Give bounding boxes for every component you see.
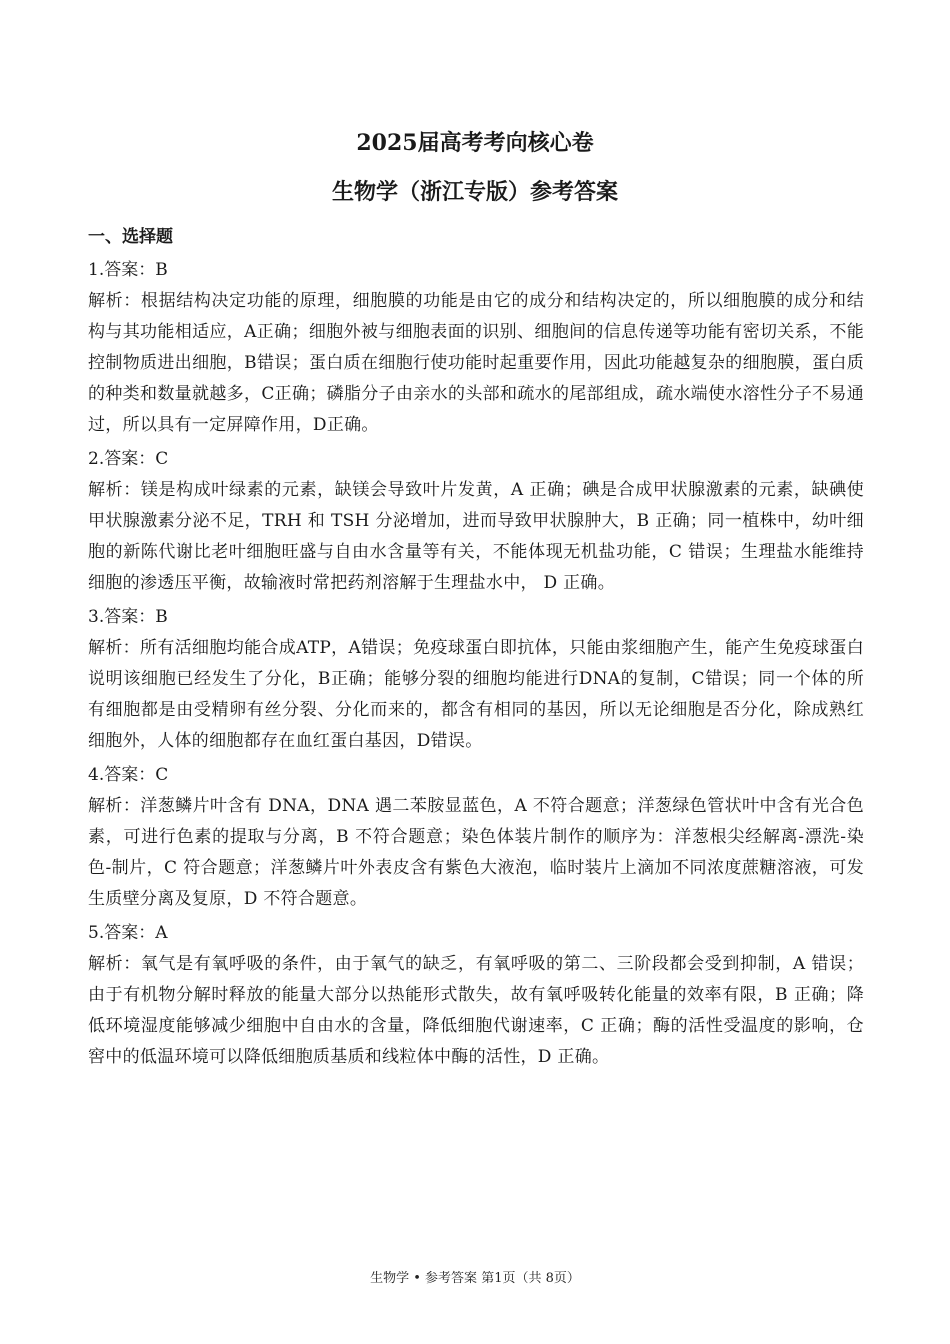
answer-item	[88, 255, 864, 441]
analysis-paragraph: 解析：根据结构决定功能的原理，细胞膜的功能是由它的成分和结构决定的，所以细胞膜的成分和结构与其功能相适应，A正确；细胞外被与细胞表面的识别、细胞间的信息传递等功能有密切关系，不能控制物质进出细胞，B错误；蛋白质在细胞行使功能时起重要作用，因此功能越复杂的细胞膜，蛋白质的种类和数量就越多，C正确；磷脂分子由亲水的头部和疏水的尾部组成，疏水端使水溶性分子不易通过，所以具有一定屏障作用，D正确。	[88, 291, 864, 435]
document-subtitle: 生物学（浙江专版）参考答案	[331, 179, 618, 205]
analysis-paragraph: 解析：氧气是有氧呼吸的条件，由于氧气的缺乏，有氧呼吸的第二、三阶段都会受到抑制，A 错误；由于有机物分解时释放的能量大部分以热能形式散失，故有氧呼吸转化能量的效率有限，B 正确；降低环境湿度能够减少细胞中自由水的含量，降低细胞代谢速率，C 正确；酶的活性受温度的影响，仓窖中的低温环境可以降低细胞质基质和线粒体中酶的活性，D 正确。	[88, 954, 864, 1067]
answer-line: 2.答案：C	[88, 449, 169, 469]
answer-line: 4.答案：C	[88, 765, 169, 785]
page-footer: 生物学 • 参考答案 第1页（共 8页）	[370, 1271, 580, 1286]
analysis-paragraph: 解析：镁是构成叶绿素的元素，缺镁会导致叶片发黄，A 正确；碘是合成甲状腺激素的元素，缺碘使甲状腺激素分泌不足，TRH 和 TSH 分泌增加，进而导致甲状腺肿大，B 正确；同一植株中，幼叶细胞的新陈代谢比老叶细胞旺盛与自由水含量等有关，不能体现无机盐功能，C 错误；生理盐水能维持细胞的渗透压平衡，故输液时常把药剂溶解于生理盐水中， D 正确。	[88, 480, 864, 593]
answer-line: 1.答案：B	[88, 260, 168, 280]
analysis-paragraph: 解析：所有活细胞均能合成ATP，A错误；免疫球蛋白即抗体，只能由浆细胞产生，能产生免疫球蛋白说明该细胞已经发生了分化，B正确；能够分裂的细胞均能进行DNA的复制，C错误；同一个体的所有细胞都是由受精卵有丝分裂、分化而来的，都含有相同的基因，所以无论细胞是否分化，除成熟红细胞外，人体的细胞都存在血红蛋白基因，D错误。	[88, 638, 864, 751]
answer-list	[88, 255, 864, 1076]
answer-line: 3.答案：B	[88, 607, 168, 627]
answer-item	[88, 760, 864, 915]
analysis-paragraph: 解析：洋葱鳞片叶含有 DNA，DNA 遇二苯胺显蓝色，A 不符合题意；洋葱绿色管状叶中含有光合色素，可进行色素的提取与分离，B 不符合题意；染色体装片制作的顺序为：洋葱根尖经解离-漂洗-染色-制片，C 符合题意；洋葱鳞片叶外表皮含有紫色大液泡，临时装片上滴加不同浓度蔗糖溶液，可发生质壁分离及复原，D 不符合题意。	[88, 796, 864, 909]
answer-line: 5.答案：A	[88, 923, 168, 943]
document-title: 2025届高考考向核心卷	[356, 130, 594, 156]
answer-item	[88, 918, 864, 1073]
answer-item	[88, 444, 864, 599]
answer-item	[88, 602, 864, 757]
section-heading: 一、选择题	[88, 227, 173, 247]
